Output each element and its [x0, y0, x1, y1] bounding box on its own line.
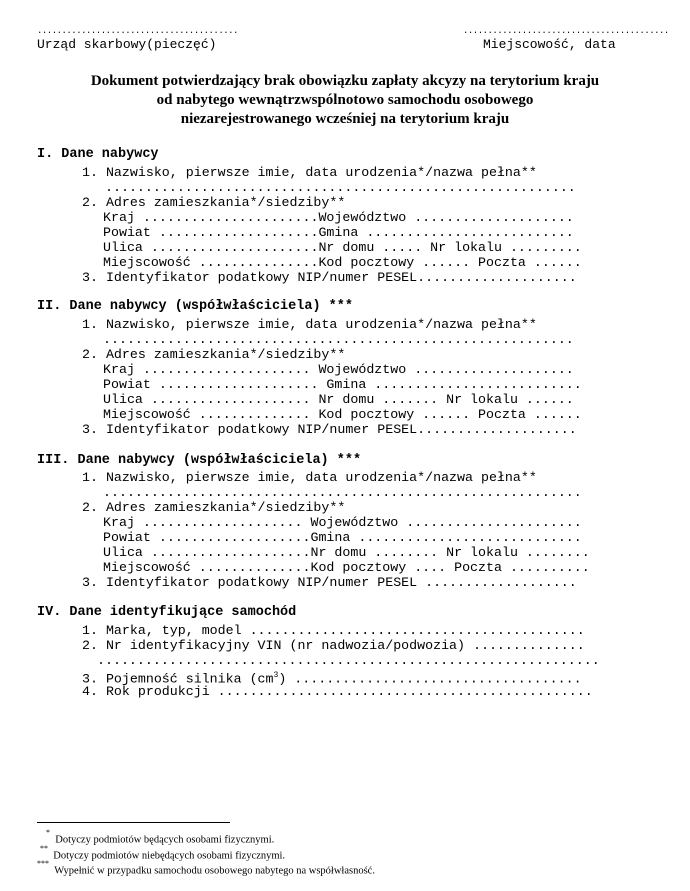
section-2-name-field[interactable]: ...........................................................	[103, 332, 574, 347]
section-1-name-field[interactable]: ...........................................................	[105, 180, 576, 195]
office-stamp-label: Urząd skarbowy(pieczęć)	[37, 37, 217, 52]
section-3-county-commune-field[interactable]: Powiat ...................Gmina ............................	[103, 530, 582, 545]
section-2-tax-id-field[interactable]: 3. Identyfikator podatkowy NIP/numer PESEL....................	[82, 422, 577, 437]
section-3-heading: III. Dane nabywcy (współwłaściciela) ***	[37, 453, 362, 468]
engine-capacity-unit-exponent: 3	[273, 671, 279, 680]
title-line-2: od nabytego wewnątrzwspólnotowo samochodu osobowego	[156, 92, 534, 108]
footnote-2-mark: **	[40, 844, 48, 853]
footnote-3-text: Wypełnić w przypadku samochodu osobowego nabytego na współwłasność.	[54, 865, 375, 877]
footnote-2	[40, 844, 286, 862]
engine-capacity-label: 3. Pojemność silnika (cm	[82, 671, 274, 687]
section-2-address-label: 2. Adres zamieszkania*/siedziby**	[82, 347, 346, 362]
footnote-1	[46, 828, 275, 846]
section-3-city-postal-field[interactable]: Miejscowość ..............Kod pocztowy .... Poczta ..........	[103, 560, 590, 575]
title-line-3: niezarejestrowanego wcześniej na terytorium kraju	[180, 111, 510, 127]
place-date-label: Miejscowość, data	[483, 37, 616, 52]
section-2-name-label: 1. Nazwisko, pierwsze imie, data urodzenia*/nazwa pełna**	[82, 317, 537, 332]
section-3-name-label: 1. Nazwisko, pierwsze imie, data urodzenia*/nazwa pełna**	[82, 470, 537, 485]
section-1-street-number-field[interactable]: Ulica .....................Nr domu ..... Nr lokalu .........	[103, 240, 582, 255]
section-2-heading: II. Dane nabywcy (współwłaściciela) ***	[37, 299, 353, 314]
vehicle-vin-continuation-field[interactable]: ...............................................................	[97, 653, 600, 668]
engine-capacity-dots: ) ....................................	[278, 671, 582, 687]
section-2-city-postal-field[interactable]: Miejscowość .............. Kod pocztowy ...... Poczta ......	[103, 407, 582, 422]
section-1-tax-id-field[interactable]: 3. Identyfikator podatkowy NIP/numer PESEL....................	[82, 270, 577, 285]
section-3-tax-id-field[interactable]: 3. Identyfikator podatkowy NIP/numer PESEL ...................	[82, 575, 577, 590]
section-4-heading: IV. Dane identyfikujące samochód	[37, 605, 297, 620]
section-3-name-field[interactable]: ............................................................	[103, 485, 582, 500]
section-2-county-commune-field[interactable]: Powiat .................... Gmina ..........................	[103, 377, 582, 392]
production-year-field[interactable]: 4. Rok produkcji ...............................................	[82, 684, 593, 699]
section-3-street-number-field[interactable]: Ulica ....................Nr domu ........ Nr lokalu ........	[103, 545, 590, 560]
section-1-address-label: 2. Adres zamieszkania*/siedziby**	[82, 195, 346, 210]
section-3-address-label: 2. Adres zamieszkania*/siedziby**	[82, 500, 346, 515]
footnote-3-mark: ***	[37, 859, 49, 868]
vehicle-vin-field[interactable]: 2. Nr identyfikacyjny VIN (nr nadwozia/podwozia) ..............	[82, 638, 585, 653]
footnote-3	[37, 859, 375, 877]
section-1-country-province-field[interactable]: Kraj ......................Województwo ....................	[103, 210, 574, 225]
section-3-country-province-field[interactable]: Kraj .................... Województwo ......................	[103, 515, 582, 530]
vehicle-make-model-field[interactable]: 1. Marka, typ, model ..........................................	[82, 623, 585, 638]
title-line-1: Dokument potwierdzający brak obowiązku zapłaty akcyzy na terytorium kraju	[90, 73, 600, 89]
section-1-city-postal-field[interactable]: Miejscowość ...............Kod pocztowy ...... Poczta ......	[103, 255, 582, 270]
section-2-street-number-field[interactable]: Ulica .................... Nr domu ....... Nr lokalu ......	[103, 392, 574, 407]
footnote-1-text: Dotyczy podmiotów będących osobami fizycznymi.	[55, 834, 275, 846]
section-1-county-commune-field[interactable]: Powiat ....................Gmina ..........................	[103, 225, 574, 240]
document-title	[0, 72, 690, 129]
footnote-2-text: Dotyczy podmiotów niebędących osobami fizycznymi.	[53, 850, 286, 862]
footnote-divider	[37, 822, 230, 823]
section-1-heading: I. Dane nabywcy	[37, 147, 159, 162]
place-date-dotted-line: ..........................................	[463, 26, 669, 36]
office-stamp-dotted-line: .........................................	[37, 26, 238, 36]
section-2-country-province-field[interactable]: Kraj ..................... Województwo ....................	[103, 362, 574, 377]
footnote-1-mark: *	[46, 828, 50, 837]
section-1-name-label: 1. Nazwisko, pierwsze imie, data urodzenia*/nazwa pełna**	[82, 165, 537, 180]
